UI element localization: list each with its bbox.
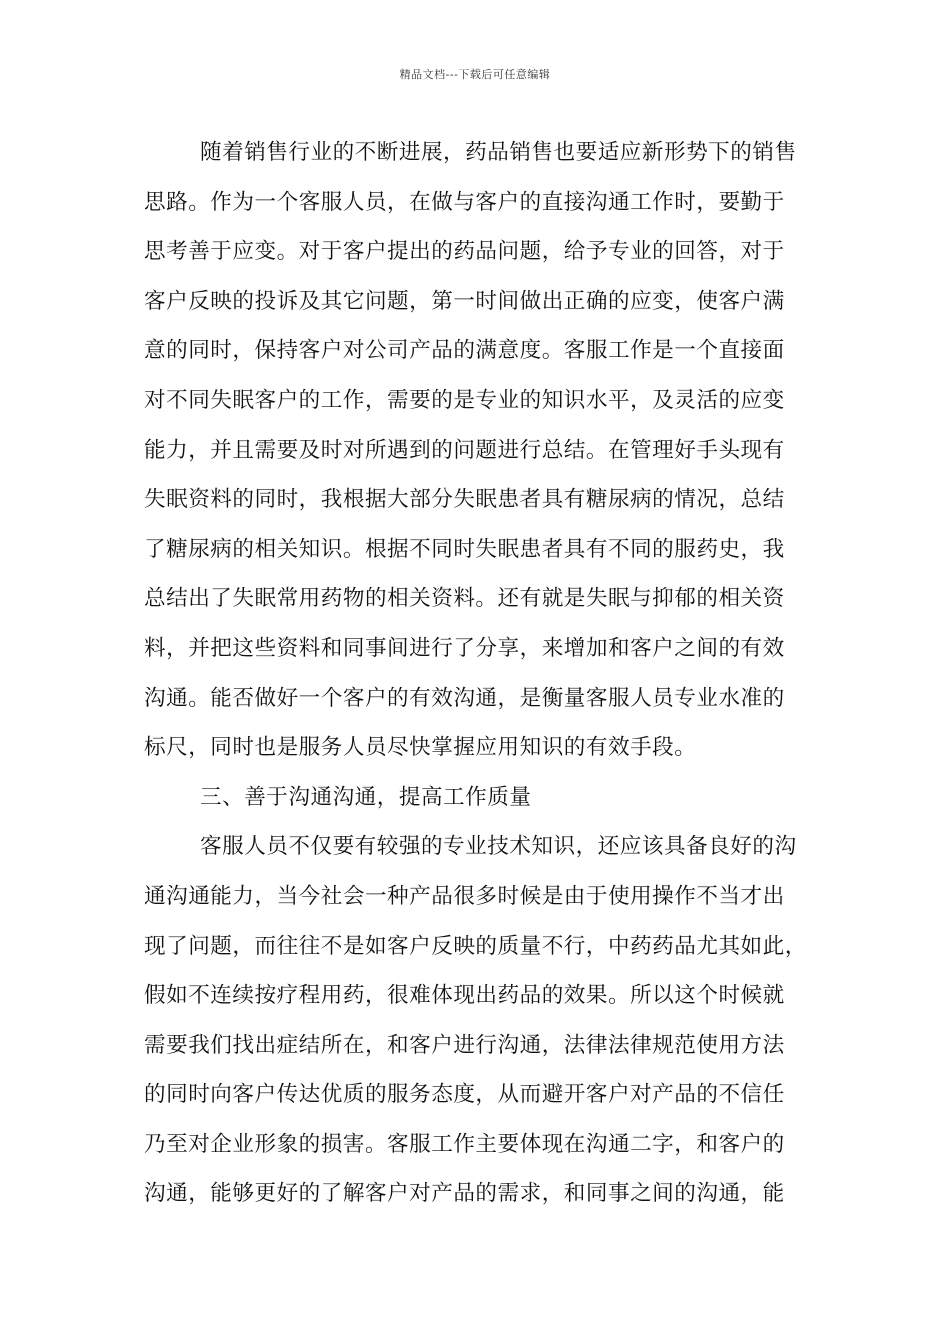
text-line: 意的同时，保持客户对公司产品的满意度。客服工作是一个直接面: [144, 338, 785, 364]
text-line: 客户反映的投诉及其它问题，第一时间做出正确的应变，使客户满: [144, 288, 785, 314]
text-line: 对不同失眠客户的工作，需要的是专业的知识水平，及灵活的应变: [144, 387, 785, 413]
text-line: 失眠资料的同时，我根据大部分失眠患者具有糖尿病的情况，总结: [144, 487, 785, 513]
text-line: 能力，并且需要及时对所遇到的问题进行总结。在管理好手头现有: [144, 437, 785, 463]
text-line: 假如不连续按疗程用药，很难体现出药品的效果。所以这个时候就: [144, 983, 785, 1009]
text-line: 思路。作为一个客服人员，在做与客户的直接沟通工作时，要勤于: [144, 189, 785, 215]
text-line: 沟通。能否做好一个客户的有效沟通，是衡量客服人员专业水准的: [144, 685, 785, 711]
text-line: 料，并把这些资料和同事间进行了分享，来增加和客户之间的有效: [144, 635, 785, 661]
text-line: 通沟通能力，当今社会一种产品很多时候是由于使用操作不当才出: [144, 883, 785, 909]
text-line: 乃至对企业形象的损害。客服工作主要体现在沟通二字，和客户的: [144, 1131, 785, 1157]
text-line: 现了问题，而往往不是如客户反映的质量不行，中药药品尤其如此，: [144, 933, 807, 959]
text-line: 了糖尿病的相关知识。根据不同时失眠患者具有不同的服药史，我: [144, 536, 785, 562]
document-body: [144, 128, 814, 1219]
text-line: 客服人员不仅要有较强的专业技术知识，还应该具备良好的沟: [200, 834, 797, 860]
section-heading: 三、善于沟通沟通，提高工作质量: [200, 784, 532, 810]
text-line: 随着销售行业的不断进展，药品销售也要适应新形势下的销售: [200, 140, 797, 165]
text-line: 标尺，同时也是服务人员尽快掌握应用知识的有效手段。: [144, 735, 697, 761]
text-line: 的同时向客户传达优质的服务态度，从而避开客户对产品的不信任: [144, 1082, 785, 1108]
text-line: 沟通，能够更好的了解客户对产品的需求，和同事之间的沟通，能: [144, 1181, 785, 1207]
text-line: 总结出了失眠常用药物的相关资料。还有就是失眠与抑郁的相关资: [144, 586, 785, 612]
page-header: 精品文档---下载后可任意编辑: [399, 68, 551, 81]
text-line: 思考善于应变。对于客户提出的药品问题，给予专业的回答，对于: [144, 239, 785, 265]
text-line: 需要我们找出症结所在，和客户进行沟通，法律法律规范使用方法: [144, 1032, 785, 1058]
